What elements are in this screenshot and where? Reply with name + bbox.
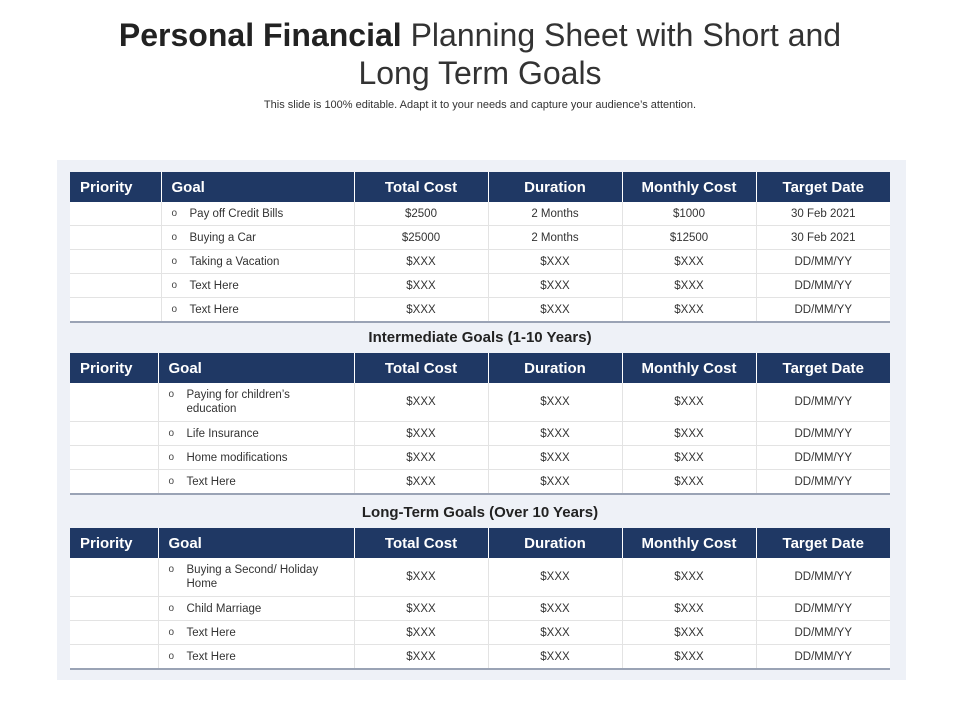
goal-text: Text Here bbox=[186, 475, 236, 488]
goal-text: Buying a Car bbox=[189, 231, 256, 244]
table-row bbox=[70, 250, 890, 274]
duration-cell: $XXX bbox=[488, 621, 622, 645]
monthly-cost-cell: $XXX bbox=[622, 422, 756, 446]
duration-cell: 2 Months bbox=[488, 226, 622, 250]
target-date-cell: DD/MM/YY bbox=[756, 422, 890, 446]
goal-text: Paying for children’s education bbox=[186, 389, 290, 415]
page-title bbox=[0, 16, 960, 92]
bullet-icon: o bbox=[171, 207, 178, 219]
monthly-cost-cell: $XXX bbox=[622, 558, 756, 597]
table-row bbox=[70, 621, 890, 645]
bullet-icon: o bbox=[171, 255, 178, 267]
total-cost-cell: $XXX bbox=[354, 621, 488, 645]
table-row bbox=[70, 274, 890, 298]
total-cost-cell: $XXX bbox=[354, 597, 488, 621]
goal-cell bbox=[161, 250, 354, 274]
monthly-cost-cell: $XXX bbox=[622, 621, 756, 645]
title-bold: Personal Financial bbox=[118, 17, 402, 53]
header-goal: Goal bbox=[158, 353, 354, 383]
target-date-cell: DD/MM/YY bbox=[756, 274, 890, 298]
target-date-cell: DD/MM/YY bbox=[756, 250, 890, 274]
goal-cell bbox=[161, 298, 354, 323]
target-date-cell: DD/MM/YY bbox=[756, 298, 890, 323]
monthly-cost-cell: $XXX bbox=[622, 250, 756, 274]
section-title-intermediate: Intermediate Goals (1-10 Years) bbox=[368, 329, 592, 346]
title-light-2: Long Term Goals bbox=[358, 55, 602, 91]
bullet-icon: o bbox=[168, 626, 175, 638]
table-row bbox=[70, 470, 890, 495]
title-light-1: Planning Sheet with Short and bbox=[401, 17, 842, 53]
duration-cell: $XXX bbox=[488, 298, 622, 323]
table-row bbox=[70, 202, 890, 226]
header-goal: Goal bbox=[161, 172, 354, 202]
monthly-cost-cell: $XXX bbox=[622, 298, 756, 323]
duration-cell: $XXX bbox=[488, 274, 622, 298]
duration-cell: $XXX bbox=[488, 470, 622, 495]
header-monthly-cost: Monthly Cost bbox=[622, 172, 756, 202]
priority-cell bbox=[70, 470, 158, 495]
target-date-cell: 30 Feb 2021 bbox=[756, 202, 890, 226]
table-row bbox=[70, 226, 890, 250]
priority-cell bbox=[70, 422, 158, 446]
bullet-icon: o bbox=[168, 650, 175, 662]
section-title-long-term: Long-Term Goals (Over 10 Years) bbox=[361, 504, 599, 521]
goal-cell bbox=[158, 645, 354, 670]
monthly-cost-cell: $XXX bbox=[622, 446, 756, 470]
priority-cell bbox=[70, 383, 158, 422]
target-date-cell: DD/MM/YY bbox=[756, 446, 890, 470]
goal-text: Home modifications bbox=[186, 451, 288, 464]
bullet-icon: o bbox=[168, 475, 175, 487]
total-cost-cell: $XXX bbox=[354, 558, 488, 597]
priority-cell bbox=[70, 621, 158, 645]
priority-cell bbox=[70, 298, 161, 323]
target-date-cell: DD/MM/YY bbox=[756, 383, 890, 422]
total-cost-cell: $2500 bbox=[354, 202, 488, 226]
header-goal: Goal bbox=[158, 528, 354, 558]
priority-cell bbox=[70, 202, 161, 226]
monthly-cost-cell: $XXX bbox=[622, 274, 756, 298]
goal-text: Child Marriage bbox=[186, 602, 262, 615]
duration-cell: $XXX bbox=[488, 597, 622, 621]
header-target-date: Target Date bbox=[756, 172, 890, 202]
table-body bbox=[70, 383, 890, 494]
priority-cell bbox=[70, 226, 161, 250]
duration-cell: $XXX bbox=[488, 446, 622, 470]
table-header-row bbox=[70, 172, 890, 202]
header-duration: Duration bbox=[488, 528, 622, 558]
bullet-icon: o bbox=[168, 389, 175, 400]
duration-cell: $XXX bbox=[488, 422, 622, 446]
goal-cell bbox=[158, 470, 354, 495]
header-total-cost: Total Cost bbox=[354, 528, 488, 558]
target-date-cell: DD/MM/YY bbox=[756, 470, 890, 495]
duration-cell: $XXX bbox=[488, 383, 622, 422]
priority-cell bbox=[70, 446, 158, 470]
header-priority: Priority bbox=[70, 172, 161, 202]
target-date-cell: 30 Feb 2021 bbox=[756, 226, 890, 250]
goal-text: Taking a Vacation bbox=[189, 255, 280, 268]
target-date-cell: DD/MM/YY bbox=[756, 645, 890, 670]
goal-cell bbox=[161, 202, 354, 226]
priority-cell bbox=[70, 645, 158, 670]
header-target-date: Target Date bbox=[756, 353, 890, 383]
table-row bbox=[70, 558, 890, 597]
duration-cell: $XXX bbox=[488, 645, 622, 670]
table-row bbox=[70, 383, 890, 422]
priority-cell bbox=[70, 597, 158, 621]
header-priority: Priority bbox=[70, 528, 158, 558]
monthly-cost-cell: $XXX bbox=[622, 645, 756, 670]
goal-cell bbox=[158, 383, 354, 422]
table-row bbox=[70, 422, 890, 446]
table-row bbox=[70, 645, 890, 670]
goal-text: Text Here bbox=[186, 626, 236, 639]
total-cost-cell: $XXX bbox=[354, 422, 488, 446]
header-duration: Duration bbox=[488, 353, 622, 383]
total-cost-cell: $XXX bbox=[354, 383, 488, 422]
long-term-goals-table bbox=[70, 528, 890, 670]
goal-cell bbox=[158, 446, 354, 470]
bullet-icon: o bbox=[171, 279, 178, 291]
target-date-cell: DD/MM/YY bbox=[756, 597, 890, 621]
goal-cell bbox=[158, 621, 354, 645]
total-cost-cell: $XXX bbox=[354, 250, 488, 274]
total-cost-cell: $XXX bbox=[354, 298, 488, 323]
target-date-cell: DD/MM/YY bbox=[756, 558, 890, 597]
total-cost-cell: $25000 bbox=[354, 226, 488, 250]
goal-cell bbox=[158, 422, 354, 446]
bullet-icon: o bbox=[168, 451, 175, 463]
total-cost-cell: $XXX bbox=[354, 645, 488, 670]
header-total-cost: Total Cost bbox=[354, 353, 488, 383]
monthly-cost-cell: $XXX bbox=[622, 470, 756, 495]
goal-cell bbox=[161, 226, 354, 250]
goal-text: Text Here bbox=[189, 279, 239, 292]
goal-cell bbox=[161, 274, 354, 298]
table-row bbox=[70, 446, 890, 470]
goal-cell bbox=[158, 558, 354, 597]
page-subtitle: This slide is 100% editable. Adapt it to your needs and capture your audience’s attention. bbox=[263, 99, 697, 111]
monthly-cost-cell: $XXX bbox=[622, 597, 756, 621]
total-cost-cell: $XXX bbox=[354, 274, 488, 298]
goal-cell bbox=[158, 597, 354, 621]
table-header-row bbox=[70, 353, 890, 383]
goal-text: Text Here bbox=[189, 303, 239, 316]
monthly-cost-cell: $XXX bbox=[622, 383, 756, 422]
table-body bbox=[70, 558, 890, 669]
goal-text: Buying a Second/ Holiday Home bbox=[186, 564, 319, 590]
header-total-cost: Total Cost bbox=[354, 172, 488, 202]
monthly-cost-cell: $12500 bbox=[622, 226, 756, 250]
intermediate-goals-table bbox=[70, 353, 890, 495]
duration-cell: $XXX bbox=[488, 250, 622, 274]
header-duration: Duration bbox=[488, 172, 622, 202]
short-term-goals-table bbox=[70, 172, 890, 323]
header-monthly-cost: Monthly Cost bbox=[622, 353, 756, 383]
table-header-row bbox=[70, 528, 890, 558]
total-cost-cell: $XXX bbox=[354, 446, 488, 470]
bullet-icon: o bbox=[171, 231, 178, 243]
total-cost-cell: $XXX bbox=[354, 470, 488, 495]
table-row bbox=[70, 597, 890, 621]
priority-cell bbox=[70, 274, 161, 298]
bullet-icon: o bbox=[168, 564, 175, 575]
target-date-cell: DD/MM/YY bbox=[756, 621, 890, 645]
duration-cell: 2 Months bbox=[488, 202, 622, 226]
monthly-cost-cell: $1000 bbox=[622, 202, 756, 226]
header-priority: Priority bbox=[70, 353, 158, 383]
duration-cell: $XXX bbox=[488, 558, 622, 597]
table-body bbox=[70, 202, 890, 322]
priority-cell bbox=[70, 558, 158, 597]
header-target-date: Target Date bbox=[756, 528, 890, 558]
header-monthly-cost: Monthly Cost bbox=[622, 528, 756, 558]
table-row bbox=[70, 298, 890, 323]
bullet-icon: o bbox=[168, 602, 175, 614]
priority-cell bbox=[70, 250, 161, 274]
goal-text: Life Insurance bbox=[186, 427, 259, 440]
goal-text: Pay off Credit Bills bbox=[189, 207, 284, 220]
bullet-icon: o bbox=[168, 427, 175, 439]
goal-text: Text Here bbox=[186, 650, 236, 663]
bullet-icon: o bbox=[171, 303, 178, 315]
